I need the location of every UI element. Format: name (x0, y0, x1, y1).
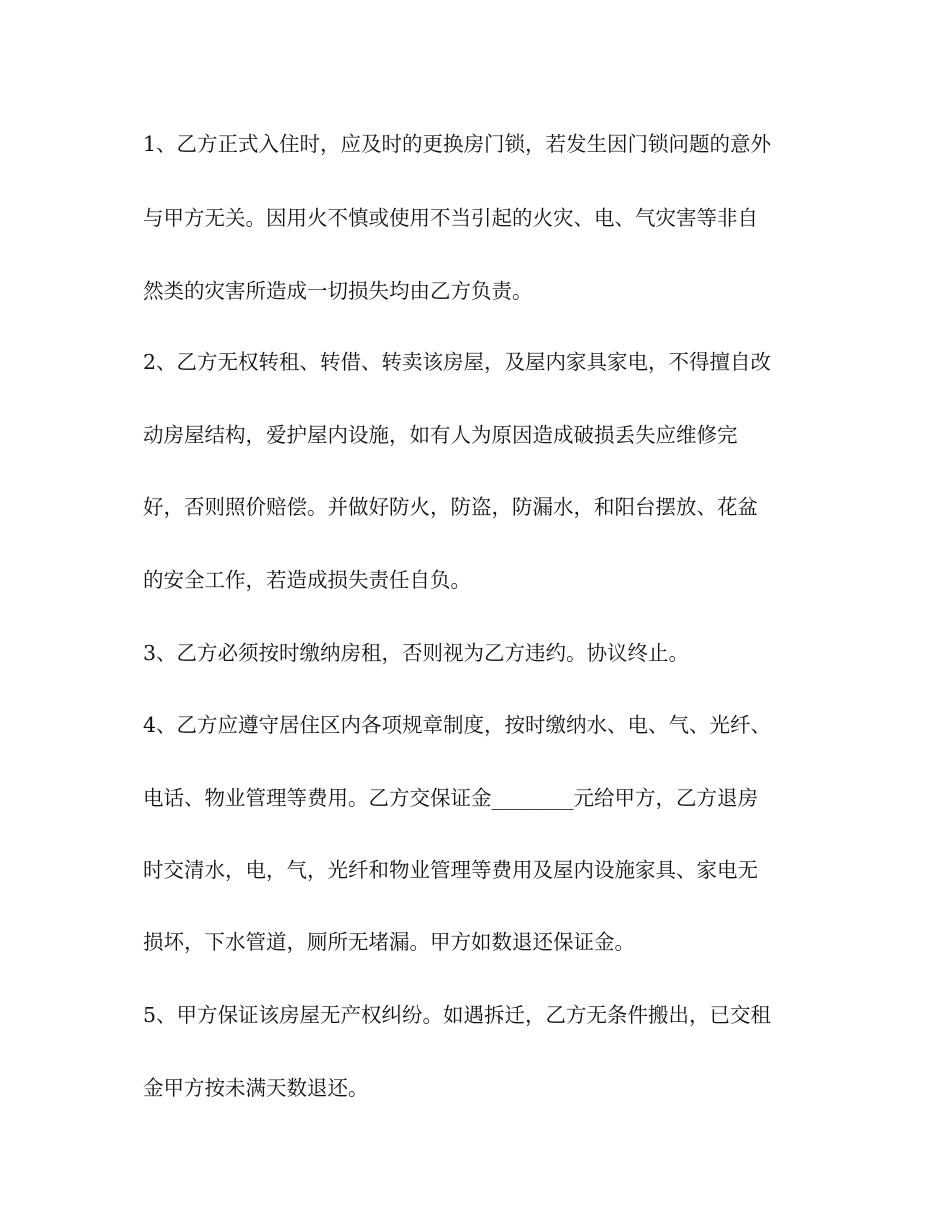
clause-5-line-2: 金甲方按未满天数退还。 (143, 1076, 369, 1100)
clause-1-line-3: 然类的灾害所造成一切损失均由乙方负责。 (143, 279, 533, 303)
clause-5-line-1: 5、甲方保证该房屋无产权纠纷。如遇拆迁，乙方无条件搬出，已交租 (143, 1003, 772, 1027)
clause-4-line-1: 4、乙方应遵守居住区内各项规章制度，按时缴纳水、电、气、光纤、 (143, 713, 772, 737)
clause-4-line-4: 损坏，下水管道，厕所无堵漏。甲方如数退还保证金。 (143, 930, 635, 954)
clause-2-line-1: 2、乙方无权转租、转借、转卖该房屋，及屋内家具家电，不得擅自改 (143, 350, 772, 374)
clause-4-line-3: 时交清水，电，气，光纤和物业管理等费用及屋内设施家具、家电无 (143, 858, 758, 882)
clause-1-line-1: 1、乙方正式入住时，应及时的更换房门锁，若发生因门锁问题的意外 (143, 132, 772, 156)
clause-2-line-4: 的安全工作，若造成损失责任自负。 (143, 568, 471, 592)
clause-2-line-2: 动房屋结构，爱护屋内设施，如有人为原因造成破损丢失应维修完 (143, 423, 738, 447)
clause-4-line-2: 电话、物业管理等费用。乙方交保证金________元给甲方，乙方退房 (143, 786, 758, 810)
clause-3-line-1: 3、乙方必须按时缴纳房租，否则视为乙方违约。协议终止。 (143, 641, 690, 665)
clause-2-line-3: 好，否则照价赔偿。并做好防火，防盗，防漏水，和阳台摆放、花盆 (143, 495, 758, 519)
clause-1-line-2: 与甲方无关。因用火不慎或使用不当引起的火灾、电、气灾害等非自 (143, 206, 758, 230)
